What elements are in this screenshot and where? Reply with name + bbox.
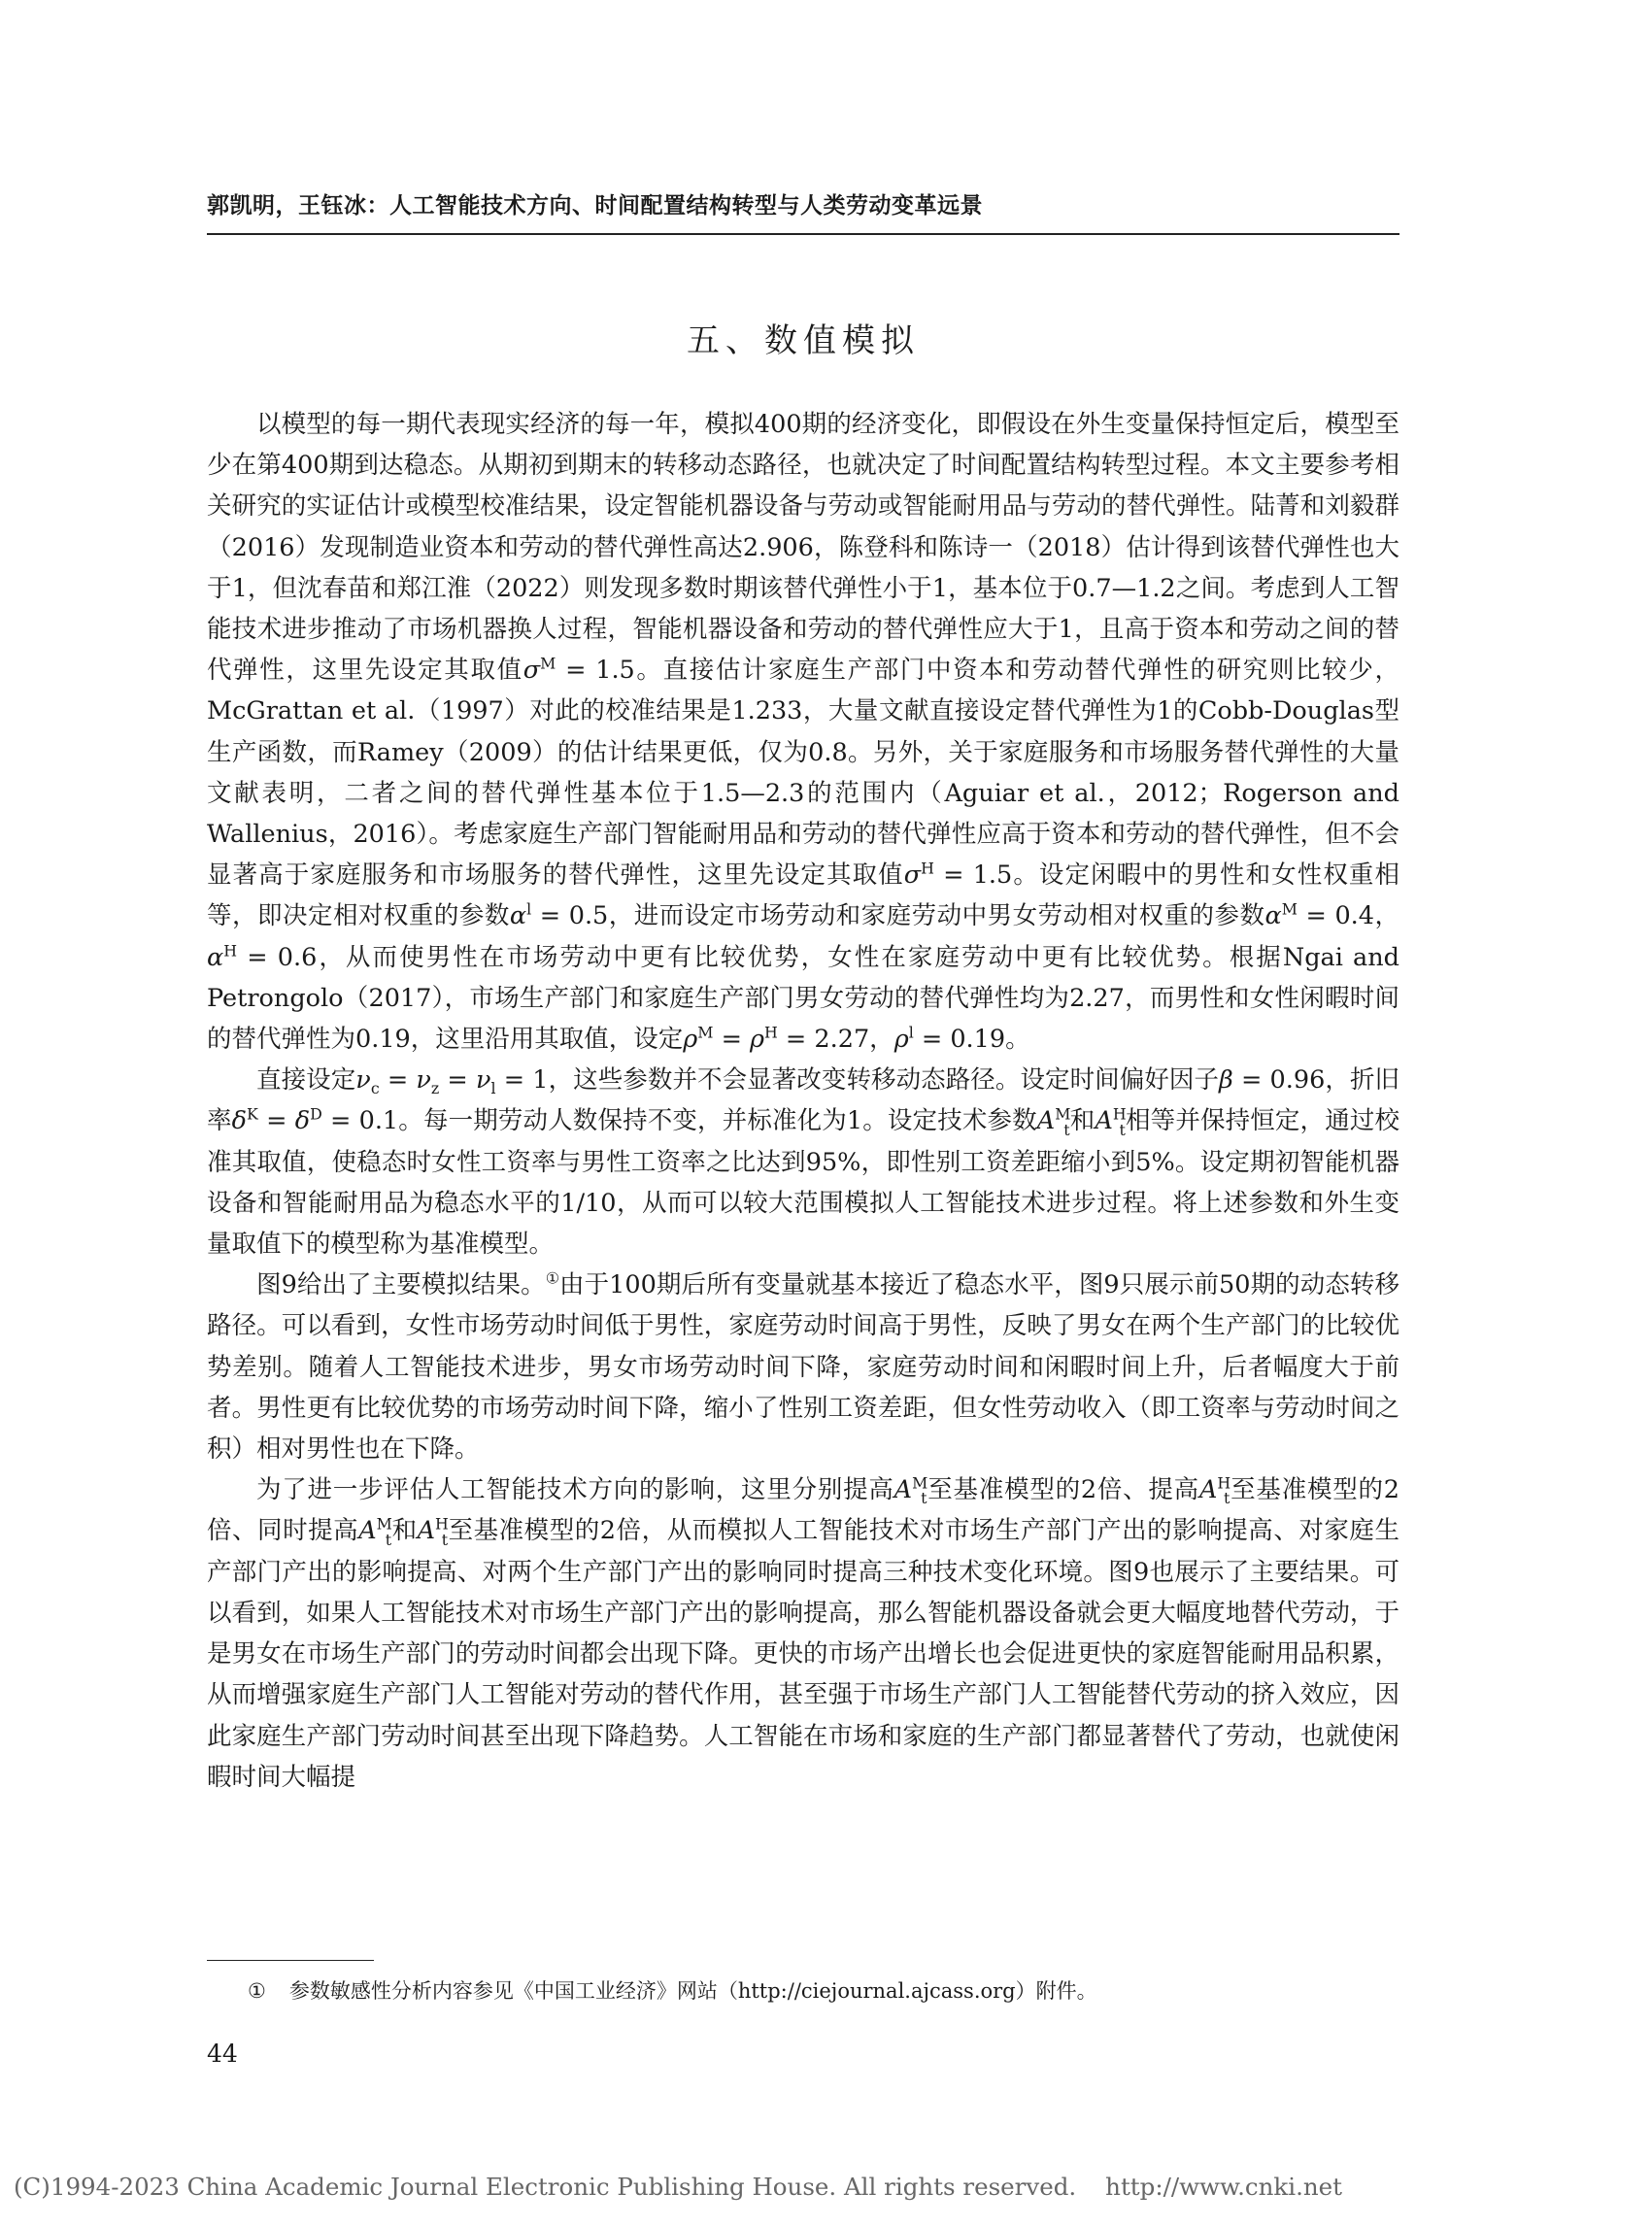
running-head: 郭凯明，王钰冰：人工智能技术方向、时间配置结构转型与人类劳动变革远景 bbox=[207, 187, 1399, 235]
math-symbol: $\nu_l$ bbox=[475, 1065, 496, 1098]
footnote-ref[interactable]: ① bbox=[545, 1268, 559, 1288]
footnote-mark: ① bbox=[248, 1979, 266, 2003]
paragraph-1: 以模型的每一期代表现实经济的每一年，模拟400期的经济变化，即假设在外生变量保持恒定后，模型至少在第400期到达稳态。从期初到期末的转移动态路径，也就决定了时间配置结构转型过程。本文主要参考相关研究的实证估计或模型校准结果，设定智能机器设备与劳动或智能耐用品与劳动的替代弹性。陆菁和刘毅群（2016）发现制造业资本和劳动的替代弹性高达2.906，陈登科和陈诗一（2018）估计得到该替代弹性也大于1，但沈春苗和郑江淮（2022）则发现多数时期该替代弹性小于1，基本位于0.7—1.2之间。考虑到人工智能技术进步推动了市场机器换人过程，智能机器设备和劳动的替代弹性应大于1，且高于资本和劳动之间的替代弹性，这里先设定其取值$\sigma^M = 1.5$。直接估计家庭生产部门中资本和劳动替代弹性的研究则比较少，McGrattan et al.（1997）对此的校准结果是1.233，大量文献直接设定替代弹性为1的Cobb-Douglas型生产函数，而Ramey（2009）的估计结果更低，仅为0.8。另外，关于家庭服务和市场服务替代弹性的大量文献表明，二者之间的替代弹性基本位于1.5—2.3的范围内（Aguiar et al.，2012；Rogerson and Wallenius，2016）。考虑家庭生产部门智能耐用品和劳动的替代弹性应高于资本和劳动的替代弹性，但不会显著高于家庭服务和市场服务的替代弹性，这里先设定其取值$\sigma^H = 1.5$。设定闲暇中的男性和女性权重相等，即决定相对权重的参数$\alpha^l = 0.5$，进而设定市场劳动和家庭劳动中男女劳动相对权重的参数$\alpha^M = 0.4$，$\alpha^H = 0.6$，从而使男性在市场劳动中更有比较优势，女性在家庭劳动中更有比较优势。根据Ngai and Petrongolo（2017），市场生产部门和家庭生产部门男女劳动的替代弹性均为2.27，而男性和女性闲暇时间的替代弹性为0.19，这里沿用其取值，设定$\rho^M = \rho^H = 2.27$，$\rho^l = 0.19$。 bbox=[207, 410, 1399, 1055]
math-symbol: $\nu_z$ bbox=[416, 1065, 440, 1098]
footnote-divider bbox=[207, 1960, 374, 1961]
math-symbol: $\sigma^H$ bbox=[903, 859, 934, 891]
math-symbol: $\alpha^H$ bbox=[207, 941, 238, 972]
footnote bbox=[248, 1976, 1394, 2006]
math-symbol: $A^H_t$ bbox=[417, 1514, 449, 1549]
section-title: 五、数值模拟 bbox=[687, 321, 920, 360]
footnote-text: 参数敏感性分析内容参见《中国工业经济》网站（http://ciejournal.ajcass.org）附件。 bbox=[288, 1979, 1097, 2003]
cnki-url[interactable]: http://www.cnki.net bbox=[1105, 2173, 1342, 2201]
body-text bbox=[207, 404, 1399, 1798]
paragraph-2: 直接设定$\nu_c = \nu_z = \nu_l = 1$，这些参数并不会显著改变转移动态路径。设定时间偏好因子β = 0.96，折旧率$\delta^K = \delta^D = 0.1$。每一期劳动人数保持不变，并标准化为1。设定技术参数$A^M_t$和$A^H_t$相等并保持恒定，通过校准其取值，使稳态时女性工资率与男性工资率之比达到95%，即性别工资差距缩小到5%。设定期初智能机器设备和智能耐用品为稳态水平的1/10，从而可以较大范围模拟人工智能技术进步过程。将上述参数和外生变量取值下的模型称为基准模型。 bbox=[207, 1065, 1400, 1260]
math-symbol: $\nu_c$ bbox=[355, 1065, 380, 1098]
math-symbol: $\rho^M$ bbox=[683, 1023, 714, 1055]
math-symbol: $A^M_t$ bbox=[1036, 1104, 1071, 1139]
paragraph-4: 为了进一步评估人工智能技术方向的影响，这里分别提高$A^M_t$至基准模型的2倍、提高$A^H_t$至基准模型的2倍、同时提高$A^M_t$和$A^H_t$至基准模型的2倍，从而模拟人工智能技术对市场生产部门产出的影响提高、对家庭生产部门产出的影响提高、对两个生产部门产出的影响同时提高三种技术变化环境。图9也展示了主要结果。可以看到，如果人工智能技术对市场生产部门产出的影响提高，那么智能机器设备就会更大幅度地替代劳动，于是男女在市场生产部门的劳动时间都会出现下降。更快的市场产出增长也会促进更快的家庭智能耐用品积累，从而增强家庭生产部门人工智能对劳动的替代作用，甚至强于市场生产部门人工智能替代劳动的挤入效应，因此家庭生产部门劳动时间甚至出现下降趋势。人工智能在市场和家庭的生产部门都显著替代了劳动，也就使闲暇时间大幅提 bbox=[207, 1473, 1399, 1792]
math-symbol: $\sigma^M$ bbox=[523, 654, 556, 686]
math-symbol: $A^H_t$ bbox=[1198, 1473, 1231, 1508]
math-symbol: $\delta^K$ bbox=[231, 1104, 258, 1136]
math-symbol: $A^M_t$ bbox=[358, 1514, 392, 1549]
math-symbol: $\delta^D$ bbox=[294, 1104, 322, 1136]
math-symbol: $\rho^l$ bbox=[893, 1023, 914, 1055]
math-symbol: $\alpha^M$ bbox=[1264, 899, 1298, 931]
copyright-notice bbox=[14, 2173, 1373, 2201]
math-symbol: $A^M_t$ bbox=[893, 1473, 928, 1508]
math-symbol: $A^H_t$ bbox=[1095, 1104, 1127, 1139]
math-symbol: β bbox=[1219, 1065, 1233, 1096]
copyright-text: (C)1994-2023 China Academic Journal Electronic Publishing House. All rights reserved. bbox=[14, 2173, 1077, 2201]
math-symbol: $\rho^H$ bbox=[750, 1023, 778, 1055]
math-symbol: $\alpha^l$ bbox=[509, 899, 532, 931]
paragraph-3: 图9给出了主要模拟结果。①由于100期后所有变量就基本接近了稳态水平，图9只展示前50期的动态转移路径。可以看到，女性市场劳动时间低于男性，家庭劳动时间高于男性，反映了男女在两个生产部门的比较优势差别。随着人工智能技术进步，男女市场劳动时间下降，家庭劳动时间和闲暇时间上升，后者幅度大于前者。男性更有比较优势的市场劳动时间下降，缩小了性别工资差距，但女性劳动收入（即工资率与劳动时间之积）相对男性也在下降。 bbox=[207, 1268, 1399, 1465]
page-number: 44 bbox=[207, 2040, 238, 2068]
